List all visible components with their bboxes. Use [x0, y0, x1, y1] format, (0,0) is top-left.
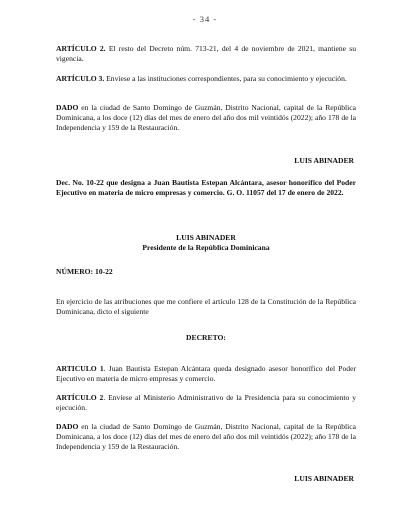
- article-2-lead: ARTÍCULO 2.: [56, 44, 106, 53]
- decree-title: Dec. No. 10-22 que designa a Juan Bautista Estepan Alcántara, asesor honorífico del Poder Ejecutivo en materia de micro empresas y comercio. G. O. 11057 del 17 de enero de 2022.: [56, 178, 356, 197]
- signature-2: LUIS ABINADER: [294, 474, 354, 483]
- dado-lead-2: DADO: [56, 422, 79, 431]
- preamble: En ejercicio de las atribuciones que me confiere el artículo 128 de la Constitución de la República Dominicana, dicto el siguiente: [56, 297, 356, 316]
- dado-text-1: en la ciudad de Santo Domingo de Guzmán, Distrito Nacional, capital de la República Dominicana, a los doce (12) días del mes de enero del año dos mil veintidós (2022); año 178 de la Independencia y 159 de la Restauración.: [56, 103, 356, 132]
- dado-paragraph-2: [56, 422, 356, 452]
- article-2-text: El resto del Decreto núm. 713-21, del 4 de noviembre de 2021, mantiene su vigencia.: [56, 44, 356, 63]
- article-3-lead: ARTÍCULO 3.: [56, 74, 105, 83]
- dado-lead-1: DADO: [56, 103, 79, 112]
- header-role: Presidente de la República Dominicana: [142, 243, 270, 252]
- article-3-paragraph: [56, 74, 356, 84]
- header-name: LUIS ABINADER: [176, 233, 236, 242]
- article-1-text: . Juan Bautista Estepan Alcántara queda designado asesor honorífico del Poder Ejecutivo en materia de micro empresas y comercio.: [56, 364, 356, 383]
- dado-text-2: en la ciudad de Santo Domingo de Guzmán, Distrito Nacional, capital de la República Dominicana, a los doce (12) días del mes de enero del año dos mil veintidós (2022); año 178 de la Independencia y 159 de la Restauración.: [56, 422, 356, 451]
- article-2b-paragraph: [56, 393, 356, 413]
- decreto-heading: DECRETO:: [186, 333, 226, 342]
- article-3-text: Envíese a las instituciones correspondientes, para su conocimiento y ejecución.: [104, 74, 347, 83]
- decree-number: NÚMERO: 10-22: [56, 267, 113, 276]
- article-2b-lead: ARTÍCULO 2: [56, 393, 104, 402]
- signature-1: LUIS ABINADER: [294, 156, 354, 165]
- article-2b-text: . Envíese al Ministerio Administrativo de la Presidencia para su conocimiento y ejecución.: [56, 393, 356, 412]
- article-2-paragraph: [56, 44, 356, 64]
- page-number: - 34 -: [192, 14, 218, 24]
- article-1-paragraph: [56, 364, 356, 384]
- dado-paragraph-1: [56, 103, 356, 133]
- article-1-lead: ARTICULO 1: [56, 364, 104, 373]
